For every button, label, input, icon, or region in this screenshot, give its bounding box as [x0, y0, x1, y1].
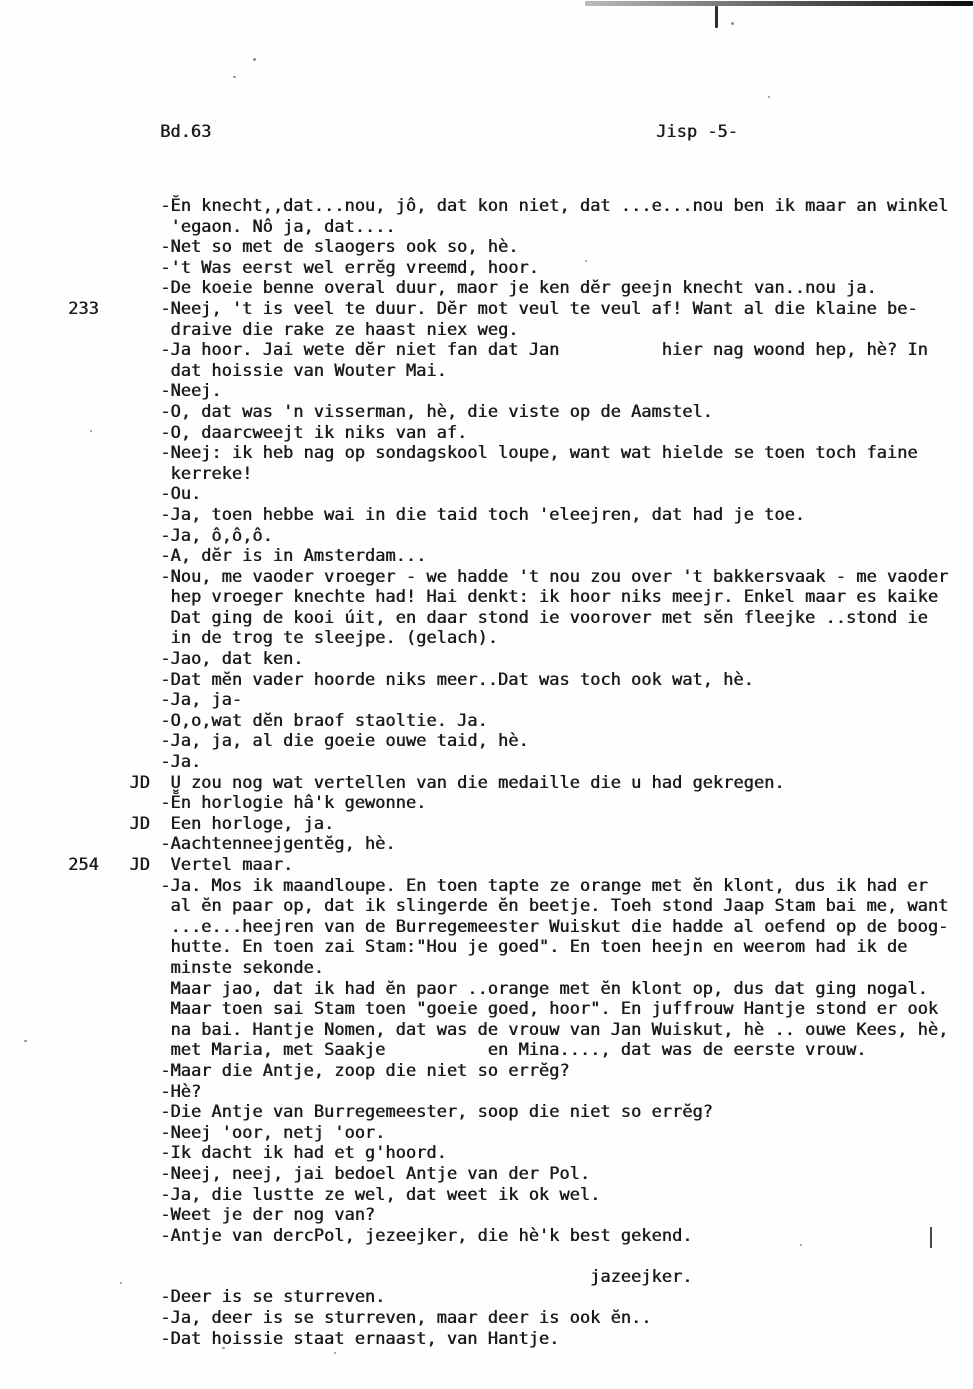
transcript-line: JD Een horloge, ja. [68, 813, 335, 834]
transcript-line: -Antje van dercPol, jezeejker, die hè'k best gekend. [68, 1225, 693, 1246]
transcript-line: dat hoissie van Wouter Mai. [68, 360, 447, 381]
transcript-line: jazeejker. [68, 1266, 693, 1287]
transcript-line: Dat ging de kooi úit, en daar stond ie voorover met sĕn fleejke ..stond ie [68, 607, 928, 628]
transcript-line: -Ĕn knecht,,dat...nou, jô, dat kon niet, dat ...e...nou ben ik maar an winkel [68, 196, 949, 216]
transcript-line: -Ou. [68, 484, 202, 505]
scan-speck [253, 58, 256, 61]
transcript-line: -Deer is se sturreven. [68, 1287, 386, 1308]
transcript-line: -'t Was eerst wel errĕg vreemd, hoor. [68, 257, 539, 278]
transcript-line: -Ja, toen hebbe wai in die taid toch 'eleejren, dat had je toe. [68, 504, 805, 525]
transcript-line: in de trog te sleejpe. (gelach). [68, 628, 498, 649]
transcript-line: -Ja, die lustte ze wel, dat weet ik ok wel. [68, 1184, 601, 1205]
transcript-line: -Dat mĕn vader hoorde niks meer..Dat was toch ook wat, hè. [68, 669, 754, 690]
scan-speck [731, 22, 734, 25]
transcript-line: -Dat hoissie staat ernaast, van Hantje. [68, 1328, 560, 1349]
transcript-line: met Maria, met Saakje en Mina...., dat was de eerste vrouw. [68, 1040, 867, 1061]
transcript-line: -Neej, neej, jai bedoel Antje van der Pol. [68, 1163, 590, 1184]
scan-speck [233, 76, 236, 78]
transcript-line: -Ik dacht ik had et g'hoord. [68, 1143, 447, 1164]
transcript-line [0, 1246, 973, 1267]
transcript-line: hep vroeger knechte had! Hai denkt: ik hoor niks meejr. Enkel maar es kaike [68, 587, 938, 608]
transcript-line: -Neej. [68, 381, 222, 402]
transcript-line: -Net so met de slaogers ook so, hè. [68, 237, 519, 258]
transcript-line: -Ja, deer is se sturreven, maar deer is ook ĕn.. [68, 1308, 652, 1329]
transcript-line: -O,o,wat dĕn braof staoltie. Ja. [68, 710, 488, 731]
transcript-line: al ĕn paar op, dat ik slingerde ĕn beetje. Toeh stond Jaap Stam bai me, want [68, 896, 949, 917]
transcript-line: -Ĕn horlogie hâ'k gewonne. [68, 793, 427, 814]
volume-label: Bd.63 [160, 122, 212, 142]
transcript-line: Maar jao, dat ik had ĕn paor ..orange met ĕn klont op, dus dat ging nogal. [68, 978, 928, 999]
transcript-line: -Weet je der nog van? [68, 1205, 376, 1226]
transcript-line: -Neej 'oor, netj 'oor. [68, 1122, 386, 1143]
scan-tick-mark [715, 6, 718, 28]
transcript-line: -Ja, ô,ô,ô. [68, 525, 273, 546]
transcript-line: na bai. Hantje Nomen, dat was de vrouw van Jan Wuiskut, hè .. ouwe Kees, hè, [68, 1019, 949, 1040]
transcript-line: -Die Antje van Burregemeester, soop die niet so errĕg? [68, 1102, 713, 1123]
transcript-line: -Ja, ja- [68, 690, 242, 711]
scan-speck [768, 96, 770, 98]
transcript-line: -O, dat was 'n visserman, hè, die viste op de Aamstel. [68, 401, 713, 422]
transcript-line: -Aachtenneejgentĕg, hè. [68, 834, 396, 855]
transcript-line: -De koeie benne overal duur, maor je ken dĕr geejn knecht van..nou ja. [68, 278, 877, 299]
scan-speck [334, 1352, 336, 1354]
transcript-line: 254 JD Vertel maar. [68, 855, 294, 875]
transcript-line: 233 -Neej, 't is veel te duur. Dĕr mot veul te veul af! Want al die klaine be- [68, 298, 918, 319]
transcript-line: -Nou, me vaoder vroeger - we hadde 't nou zou over 't bakkersvaak - me vaoder [68, 566, 949, 587]
transcript-body [0, 196, 973, 1349]
page-title: Jisp -5- [656, 122, 738, 142]
transcript-line: draive die rake ze haast niex weg. [68, 319, 519, 340]
transcript-line: -Hè? [68, 1081, 202, 1102]
transcript-line: -Ja, ja, al die goeie ouwe taid, hè. [68, 731, 529, 752]
transcript-line: -O, daarcweejt ik niks van af. [68, 422, 468, 443]
transcript-line: -Jao, dat ken. [68, 649, 304, 670]
transcript-line: -Neej: ik heb nag op sondagskool loupe, want wat hielde se toen toch faine [68, 443, 918, 464]
transcript-line: 'egaon. Nô ja, dat.... [68, 216, 396, 237]
transcript-line: kerreke! [68, 463, 253, 484]
transcript-line: -Ja. [68, 752, 202, 773]
transcript-line: Maar toen sai Stam toen "goeie goed, hoor". En juffrouw Hantje stond er ook [68, 999, 938, 1020]
transcript-line: -Maar die Antje, zoop die niet so errĕg? [68, 1060, 570, 1081]
transcript-line: -A, dĕr is in Amsterdam... [68, 546, 427, 567]
transcript-line: -Ja. Mos ik maandloupe. En toen tapte ze orange met ĕn klont, dus ik had er [68, 875, 928, 896]
transcript-line: ...e...heejren van de Burregemeester Wuiskut die hadde al oefend op de boog- [68, 916, 949, 937]
transcript-line: minste sekonde. [68, 957, 324, 978]
transcript-line: JD U̮ zou nog wat vertellen van die medaille die u had gekregen. [68, 772, 785, 793]
transcript-line: hutte. En toen zai Stam:"Hou je goed". En toen heejn en weerom had ik de [68, 937, 908, 958]
transcript-line: -Ja hoor. Jai wete dĕr niet fan dat Jan hier nag woond hep, hè? In [68, 340, 928, 361]
scan-edge-line [585, 1, 973, 6]
